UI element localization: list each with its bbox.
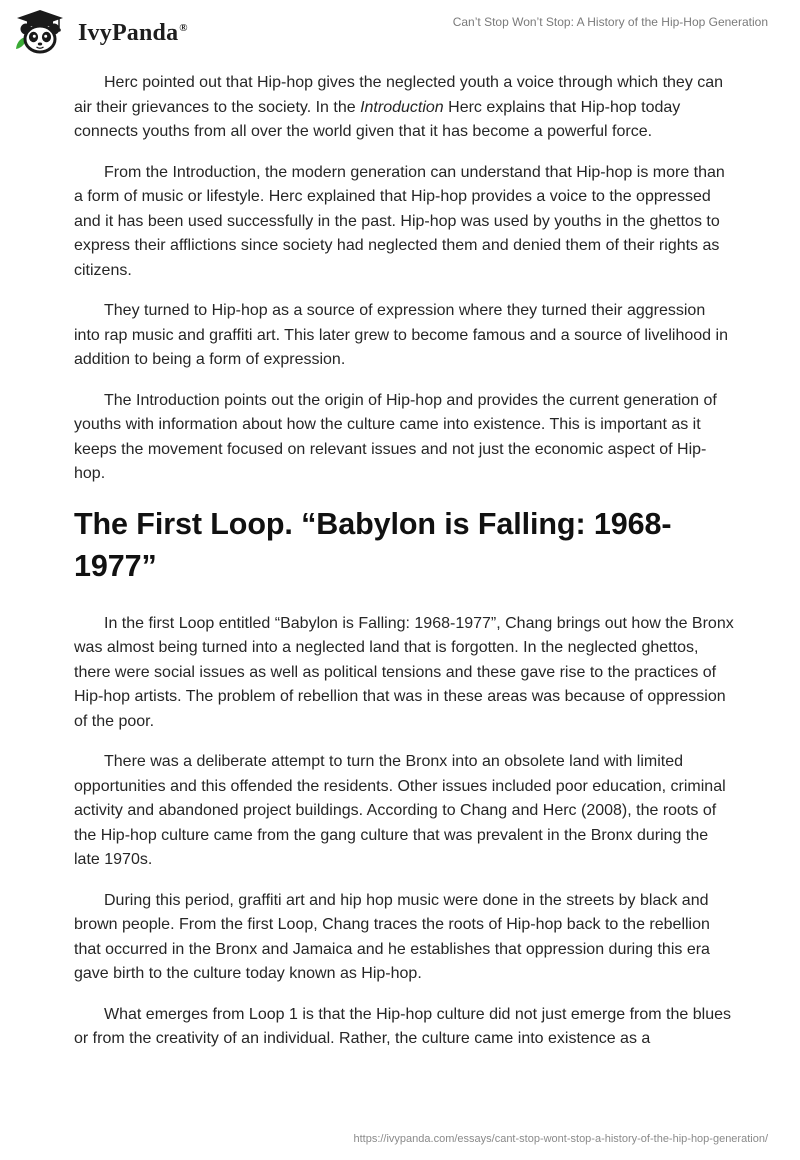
section-heading: The First Loop. “Babylon is Falling: 1968-1977” <box>74 506 672 583</box>
paragraph-4: The Introduction points out the origin of Hip-hop and provides the current generation of youths with information about how the culture came into existence. This is important as it keeps the movement focused on relevant issues and not just the economic aspect of Hip-hop. <box>74 391 717 482</box>
panda-logo-icon[interactable] <box>14 9 66 55</box>
paragraph-1-end: Herc explains that Hip-hop today connects youths from all over the world given that it has become a powerful force. <box>74 98 681 140</box>
source-url-link[interactable]: https://ivypanda.com/essays/cant-stop-wont-stop-a-history-of-the-hip-hop-generation/ <box>353 1133 768 1145</box>
document-title: Can’t Stop Won’t Stop: A History of the Hip-Hop Generation <box>452 15 768 29</box>
essay-content <box>74 71 734 1068</box>
paragraph-1-start: Herc pointed out that Hip-hop gives the neglected youth a voice through which they can air their grievances to the society. In the <box>74 74 724 116</box>
brand-name[interactable] <box>78 20 188 47</box>
paragraph-2: From the Introduction, the modern generation can understand that Hip-hop is more than a form of music or lifestyle. Herc explained that Hip-hop provides a voice to the oppressed and it has been used successfully in the past. Hip-hop was used by youths in the ghettos to express their afflictions since society had neglected them and denied them of their rights as citizens. <box>74 163 725 279</box>
paragraph-8: What emerges from Loop 1 is that the Hip-hop culture did not just emerge from the blues or from the creativity of an individual. Rather, the culture came into existence as a <box>74 1005 731 1047</box>
paragraph-7: During this period, graffiti art and hip hop music were done in the streets by black and brown people. From the first Loop, Chang traces the roots of Hip-hop back to the rebellion that occurred in the Bronx and Jamaica and he establishes that oppression during this era gave birth to the culture today known as Hip-hop. <box>74 891 710 982</box>
page-header <box>0 0 800 60</box>
registered-mark: ® <box>179 22 188 34</box>
brand-text: IvyPanda <box>78 20 179 46</box>
paragraph-5: In the first Loop entitled “Babylon is Falling: 1968-1977”, Chang brings out how the Bronx was almost being turned into a neglected land that is forgotten. In the neglected ghettos, there were social issues as well as political tensions and these gave rise to the practices of Hip-hop artists. The problem of rebellion that was in these areas was because of oppression of the poor. <box>74 614 734 730</box>
paragraph-6: There was a deliberate attempt to turn the Bronx into an obsolete land with limited opportunities and this offended the residents. Other issues included poor education, criminal activity and abandoned project buildings. According to Chang and Herc (2008), the roots of the Hip-hop culture came from the gang culture that was prevalent in the Bronx during the late 1970s. <box>74 753 726 868</box>
paragraph-1 <box>74 71 734 145</box>
paragraph-1-italic: Introduction <box>360 98 444 116</box>
paragraph-3: They turned to Hip-hop as a source of expression where they turned their aggression into rap music and graffiti art. This later grew to become famous and a source of livelihood in addition to being a form of expression. <box>74 302 728 368</box>
